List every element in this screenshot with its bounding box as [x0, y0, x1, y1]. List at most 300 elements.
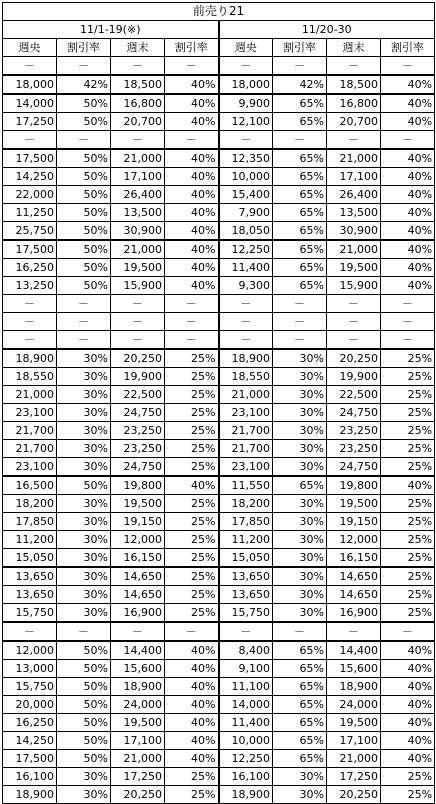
table-cell: 25%: [165, 386, 219, 404]
table-cell: 25%: [165, 768, 219, 786]
table-cell: 14,650: [327, 567, 381, 586]
table-cell: 19,150: [111, 513, 165, 531]
table-cell: 18,900: [219, 349, 273, 368]
table-cell: 18,000: [219, 75, 273, 94]
table-cell: 19,500: [327, 714, 381, 732]
table-row: [3, 368, 435, 386]
table-cell: 23,100: [219, 458, 273, 477]
table-cell: 11,400: [219, 259, 273, 277]
table-row: [3, 94, 435, 113]
table-cell: 21,000: [327, 240, 381, 259]
table-cell: 65%: [273, 732, 327, 750]
table-cell: 30%: [57, 495, 111, 513]
table-cell: 50%: [57, 240, 111, 259]
table-cell: 23,100: [3, 458, 57, 477]
table-cell: 30%: [57, 404, 111, 422]
table-body: [3, 57, 435, 804]
table-cell: 50%: [57, 476, 111, 495]
table-cell: －: [381, 331, 435, 350]
table-cell: 14,650: [111, 586, 165, 604]
table-cell: 30%: [57, 368, 111, 386]
table-cell: 17,500: [3, 750, 57, 768]
table-cell: －: [327, 57, 381, 76]
table-cell: 30%: [273, 349, 327, 368]
table-cell: 19,800: [111, 476, 165, 495]
table-cell: 15,600: [111, 660, 165, 678]
table-cell: 40%: [165, 678, 219, 696]
table-cell: 22,500: [327, 386, 381, 404]
table-cell: 25%: [381, 604, 435, 623]
table-cell: －: [3, 622, 57, 641]
table-cell: 40%: [381, 113, 435, 131]
table-row: [3, 422, 435, 440]
table-cell: 65%: [273, 641, 327, 660]
table-cell: 11,100: [219, 678, 273, 696]
table-cell: －: [273, 57, 327, 76]
table-cell: 16,250: [3, 259, 57, 277]
table-cell: 19,900: [111, 368, 165, 386]
table-cell: 7,900: [219, 204, 273, 222]
table-cell: 20,250: [111, 786, 165, 804]
table-cell: 16,150: [111, 549, 165, 568]
table-cell: 50%: [57, 113, 111, 131]
table-cell: 30%: [273, 440, 327, 458]
table-cell: 50%: [57, 678, 111, 696]
table-cell: 25%: [381, 513, 435, 531]
table-cell: 65%: [273, 204, 327, 222]
table-cell: 30%: [57, 567, 111, 586]
table-cell: 25%: [381, 567, 435, 586]
table-row: [3, 495, 435, 513]
table-row: [3, 786, 435, 804]
table-cell: 12,250: [219, 750, 273, 768]
table-cell: 30%: [273, 495, 327, 513]
table-cell: 21,000: [3, 386, 57, 404]
table-cell: 30%: [57, 586, 111, 604]
table-row: [3, 386, 435, 404]
table-cell: －: [165, 313, 219, 331]
table-cell: 50%: [57, 149, 111, 168]
table-cell: －: [57, 131, 111, 150]
table-row: [3, 641, 435, 660]
table-cell: 14,400: [327, 641, 381, 660]
table-cell: 40%: [381, 714, 435, 732]
table-cell: 16,100: [219, 768, 273, 786]
table-cell: 13,650: [219, 586, 273, 604]
table-cell: 15,750: [219, 604, 273, 623]
table-cell: 17,850: [3, 513, 57, 531]
table-cell: 18,000: [3, 75, 57, 94]
table-cell: 17,500: [3, 240, 57, 259]
table-cell: 30%: [57, 422, 111, 440]
table-cell: 25%: [381, 458, 435, 477]
table-cell: 30%: [273, 567, 327, 586]
table-cell: 24,000: [111, 696, 165, 714]
table-cell: 18,500: [111, 75, 165, 94]
table-cell: －: [111, 313, 165, 331]
table-cell: 18,900: [327, 678, 381, 696]
table-cell: 19,150: [327, 513, 381, 531]
table-row: [3, 168, 435, 186]
table-cell: 40%: [381, 240, 435, 259]
table-cell: 20,700: [327, 113, 381, 131]
table-cell: 40%: [381, 75, 435, 94]
table-cell: 18,200: [219, 495, 273, 513]
table-cell: 17,100: [111, 732, 165, 750]
table-cell: －: [381, 57, 435, 76]
table-cell: 15,900: [327, 277, 381, 295]
table-cell: 50%: [57, 277, 111, 295]
table-cell: 15,750: [3, 678, 57, 696]
table-cell: －: [3, 313, 57, 331]
table-row: [3, 113, 435, 131]
column-header: 割引率: [273, 39, 327, 57]
table-cell: 25%: [165, 495, 219, 513]
table-cell: 30%: [273, 604, 327, 623]
table-cell: 50%: [57, 259, 111, 277]
table-cell: 19,500: [111, 714, 165, 732]
table-cell: 65%: [273, 186, 327, 204]
table-cell: 13,500: [111, 204, 165, 222]
table-cell: －: [165, 131, 219, 150]
table-cell: －: [57, 57, 111, 76]
table-cell: 25%: [381, 349, 435, 368]
table-cell: 14,000: [3, 94, 57, 113]
table-cell: －: [111, 295, 165, 313]
table-cell: 25%: [165, 458, 219, 477]
table-cell: 40%: [165, 94, 219, 113]
table-row: [3, 313, 435, 331]
table-cell: 16,800: [111, 94, 165, 113]
table-cell: 12,000: [3, 641, 57, 660]
table-cell: 11,200: [219, 531, 273, 549]
table-row: [3, 549, 435, 568]
table-cell: 18,900: [219, 786, 273, 804]
table-cell: 25%: [381, 495, 435, 513]
table-cell: 30%: [57, 458, 111, 477]
table-row: [3, 186, 435, 204]
table-cell: 15,050: [219, 549, 273, 568]
table-title: 前売り21: [3, 3, 435, 21]
table-cell: －: [273, 313, 327, 331]
table-cell: 14,000: [219, 696, 273, 714]
table-cell: －: [327, 313, 381, 331]
table-cell: 30%: [273, 786, 327, 804]
table-cell: －: [57, 622, 111, 641]
table-cell: 23,100: [3, 404, 57, 422]
table-row: [3, 696, 435, 714]
table-cell: 21,700: [219, 440, 273, 458]
table-cell: 50%: [57, 660, 111, 678]
table-cell: 40%: [381, 732, 435, 750]
table-cell: 25%: [165, 531, 219, 549]
table-cell: 20,250: [327, 349, 381, 368]
table-cell: 21,700: [3, 440, 57, 458]
table-row: [3, 259, 435, 277]
table-cell: 15,400: [219, 186, 273, 204]
table-cell: 40%: [165, 75, 219, 94]
table-cell: 16,500: [3, 476, 57, 495]
column-header: 週末: [111, 39, 165, 57]
table-cell: 30%: [273, 422, 327, 440]
table-cell: 20,000: [3, 696, 57, 714]
table-cell: 18,900: [3, 786, 57, 804]
table-cell: 50%: [57, 168, 111, 186]
table-cell: 24,750: [111, 404, 165, 422]
table-cell: 24,000: [327, 696, 381, 714]
table-cell: 17,250: [111, 768, 165, 786]
table-cell: 65%: [273, 714, 327, 732]
table-cell: 18,200: [3, 495, 57, 513]
table-cell: 25%: [381, 586, 435, 604]
table-cell: 65%: [273, 678, 327, 696]
table-cell: 65%: [273, 660, 327, 678]
table-cell: 25%: [381, 786, 435, 804]
table-cell: 14,250: [3, 168, 57, 186]
table-cell: 17,500: [3, 149, 57, 168]
table-cell: 25%: [165, 513, 219, 531]
table-cell: －: [327, 331, 381, 350]
table-cell: 30%: [273, 513, 327, 531]
table-row: [3, 513, 435, 531]
table-cell: 50%: [57, 186, 111, 204]
table-row: [3, 476, 435, 495]
table-cell: 40%: [165, 186, 219, 204]
table-cell: 20,250: [327, 786, 381, 804]
table-cell: 12,350: [219, 149, 273, 168]
table-cell: 30,900: [327, 222, 381, 241]
column-header: 週央: [219, 39, 273, 57]
table-cell: 25%: [381, 404, 435, 422]
table-cell: 23,250: [327, 422, 381, 440]
table-row: [3, 349, 435, 368]
table-row: [3, 295, 435, 313]
table-cell: 40%: [165, 259, 219, 277]
table-cell: 30%: [57, 549, 111, 568]
table-row: [3, 331, 435, 350]
table-cell: 42%: [273, 75, 327, 94]
table-cell: －: [3, 57, 57, 76]
period-label-2: 11/20-30: [219, 21, 435, 39]
table-cell: －: [57, 295, 111, 313]
table-cell: 25%: [381, 386, 435, 404]
table-cell: 25%: [165, 567, 219, 586]
column-header: 週末: [327, 39, 381, 57]
table-cell: 16,900: [111, 604, 165, 623]
table-row: [3, 714, 435, 732]
table-row: [3, 586, 435, 604]
table-cell: 26,400: [111, 186, 165, 204]
table-row: [3, 768, 435, 786]
table-cell: 14,650: [111, 567, 165, 586]
table-row: [3, 750, 435, 768]
table-cell: 13,650: [219, 567, 273, 586]
table-cell: 18,550: [3, 368, 57, 386]
table-cell: －: [273, 295, 327, 313]
column-header: 割引率: [165, 39, 219, 57]
table-cell: 21,000: [111, 240, 165, 259]
table-cell: 30%: [273, 368, 327, 386]
table-row: [3, 131, 435, 150]
table-cell: 30%: [57, 604, 111, 623]
table-row: [3, 277, 435, 295]
table-cell: 13,650: [3, 586, 57, 604]
table-row: [3, 440, 435, 458]
table-cell: 25%: [165, 786, 219, 804]
table-cell: 40%: [381, 476, 435, 495]
period-label-1: 11/1-19(※): [3, 21, 219, 39]
table-cell: 50%: [57, 732, 111, 750]
table-cell: 16,900: [327, 604, 381, 623]
table-cell: －: [219, 131, 273, 150]
table-cell: 20,700: [111, 113, 165, 131]
table-cell: 50%: [57, 750, 111, 768]
table-cell: 19,500: [327, 259, 381, 277]
table-cell: －: [219, 57, 273, 76]
table-cell: 16,800: [327, 94, 381, 113]
table-cell: －: [273, 131, 327, 150]
table-cell: 25%: [381, 531, 435, 549]
table-row: [3, 57, 435, 76]
table-cell: 40%: [165, 149, 219, 168]
table-cell: 9,100: [219, 660, 273, 678]
table-cell: 30%: [273, 458, 327, 477]
table-cell: 18,900: [3, 349, 57, 368]
table-cell: －: [381, 131, 435, 150]
table-cell: 17,100: [111, 168, 165, 186]
table-cell: 13,250: [3, 277, 57, 295]
table-cell: 13,500: [327, 204, 381, 222]
table-cell: 25,750: [3, 222, 57, 241]
table-cell: 17,250: [327, 768, 381, 786]
table-row: [3, 240, 435, 259]
table-cell: 40%: [381, 186, 435, 204]
table-cell: 15,750: [3, 604, 57, 623]
table-cell: 16,150: [327, 549, 381, 568]
table-cell: －: [327, 295, 381, 313]
table-cell: 40%: [165, 641, 219, 660]
table-cell: 8,400: [219, 641, 273, 660]
table-row: [3, 222, 435, 241]
table-cell: 30%: [57, 786, 111, 804]
table-cell: 65%: [273, 277, 327, 295]
table-cell: －: [219, 313, 273, 331]
table-cell: 19,900: [327, 368, 381, 386]
table-cell: 40%: [381, 641, 435, 660]
table-cell: 25%: [165, 604, 219, 623]
table-cell: －: [165, 331, 219, 350]
table-cell: 40%: [381, 678, 435, 696]
table-cell: 30%: [57, 386, 111, 404]
table-cell: 17,100: [327, 732, 381, 750]
table-cell: 30%: [57, 768, 111, 786]
table-cell: 21,000: [327, 750, 381, 768]
table-cell: 24,750: [327, 404, 381, 422]
table-cell: 21,000: [219, 386, 273, 404]
table-cell: －: [57, 313, 111, 331]
table-cell: 30%: [273, 386, 327, 404]
table-cell: 12,000: [111, 531, 165, 549]
table-cell: 16,100: [3, 768, 57, 786]
table-cell: 15,900: [111, 277, 165, 295]
table-cell: 18,900: [111, 678, 165, 696]
table-cell: 16,250: [3, 714, 57, 732]
table-cell: 25%: [165, 349, 219, 368]
table-cell: 21,000: [111, 149, 165, 168]
table-cell: －: [111, 622, 165, 641]
table-cell: －: [165, 295, 219, 313]
table-cell: 22,500: [111, 386, 165, 404]
table-row: [3, 678, 435, 696]
table-cell: －: [111, 331, 165, 350]
table-cell: 40%: [381, 222, 435, 241]
table-cell: 10,000: [219, 168, 273, 186]
table-cell: 65%: [273, 113, 327, 131]
table-cell: 65%: [273, 750, 327, 768]
column-header: 割引率: [57, 39, 111, 57]
table-cell: 40%: [381, 149, 435, 168]
table-cell: 25%: [381, 440, 435, 458]
table-cell: 40%: [165, 750, 219, 768]
table-row: [3, 531, 435, 549]
table-cell: 25%: [381, 768, 435, 786]
table-cell: 40%: [165, 204, 219, 222]
column-header: 割引率: [381, 39, 435, 57]
table-cell: 65%: [273, 222, 327, 241]
table-cell: －: [57, 331, 111, 350]
table-cell: －: [327, 622, 381, 641]
table-row: [3, 567, 435, 586]
table-row: [3, 732, 435, 750]
table-cell: 65%: [273, 168, 327, 186]
table-cell: 19,500: [327, 495, 381, 513]
table-cell: 40%: [165, 222, 219, 241]
table-cell: 40%: [381, 259, 435, 277]
table-cell: 50%: [57, 696, 111, 714]
table-cell: 42%: [57, 75, 111, 94]
table-cell: 25%: [381, 368, 435, 386]
table-cell: －: [381, 295, 435, 313]
table-cell: －: [219, 295, 273, 313]
table-cell: 40%: [165, 113, 219, 131]
table-cell: 30%: [273, 531, 327, 549]
table-cell: 40%: [381, 660, 435, 678]
table-cell: 18,500: [327, 75, 381, 94]
table-cell: 65%: [273, 94, 327, 113]
table-cell: 24,750: [111, 458, 165, 477]
table-row: [3, 622, 435, 641]
table-cell: 21,000: [111, 750, 165, 768]
table-cell: 13,000: [3, 660, 57, 678]
table-cell: 30%: [273, 549, 327, 568]
table-cell: 40%: [165, 277, 219, 295]
table-cell: 17,100: [327, 168, 381, 186]
table-cell: 17,250: [3, 113, 57, 131]
table-cell: 12,100: [219, 113, 273, 131]
table-cell: 14,400: [111, 641, 165, 660]
table-cell: 12,000: [327, 531, 381, 549]
table-cell: －: [273, 331, 327, 350]
table-cell: 18,550: [219, 368, 273, 386]
table-cell: －: [219, 331, 273, 350]
table-row: [3, 604, 435, 623]
table-cell: 22,000: [3, 186, 57, 204]
table-cell: 40%: [165, 168, 219, 186]
table-cell: 30%: [273, 404, 327, 422]
table-cell: 23,250: [327, 440, 381, 458]
table-cell: －: [381, 622, 435, 641]
table-cell: －: [165, 622, 219, 641]
